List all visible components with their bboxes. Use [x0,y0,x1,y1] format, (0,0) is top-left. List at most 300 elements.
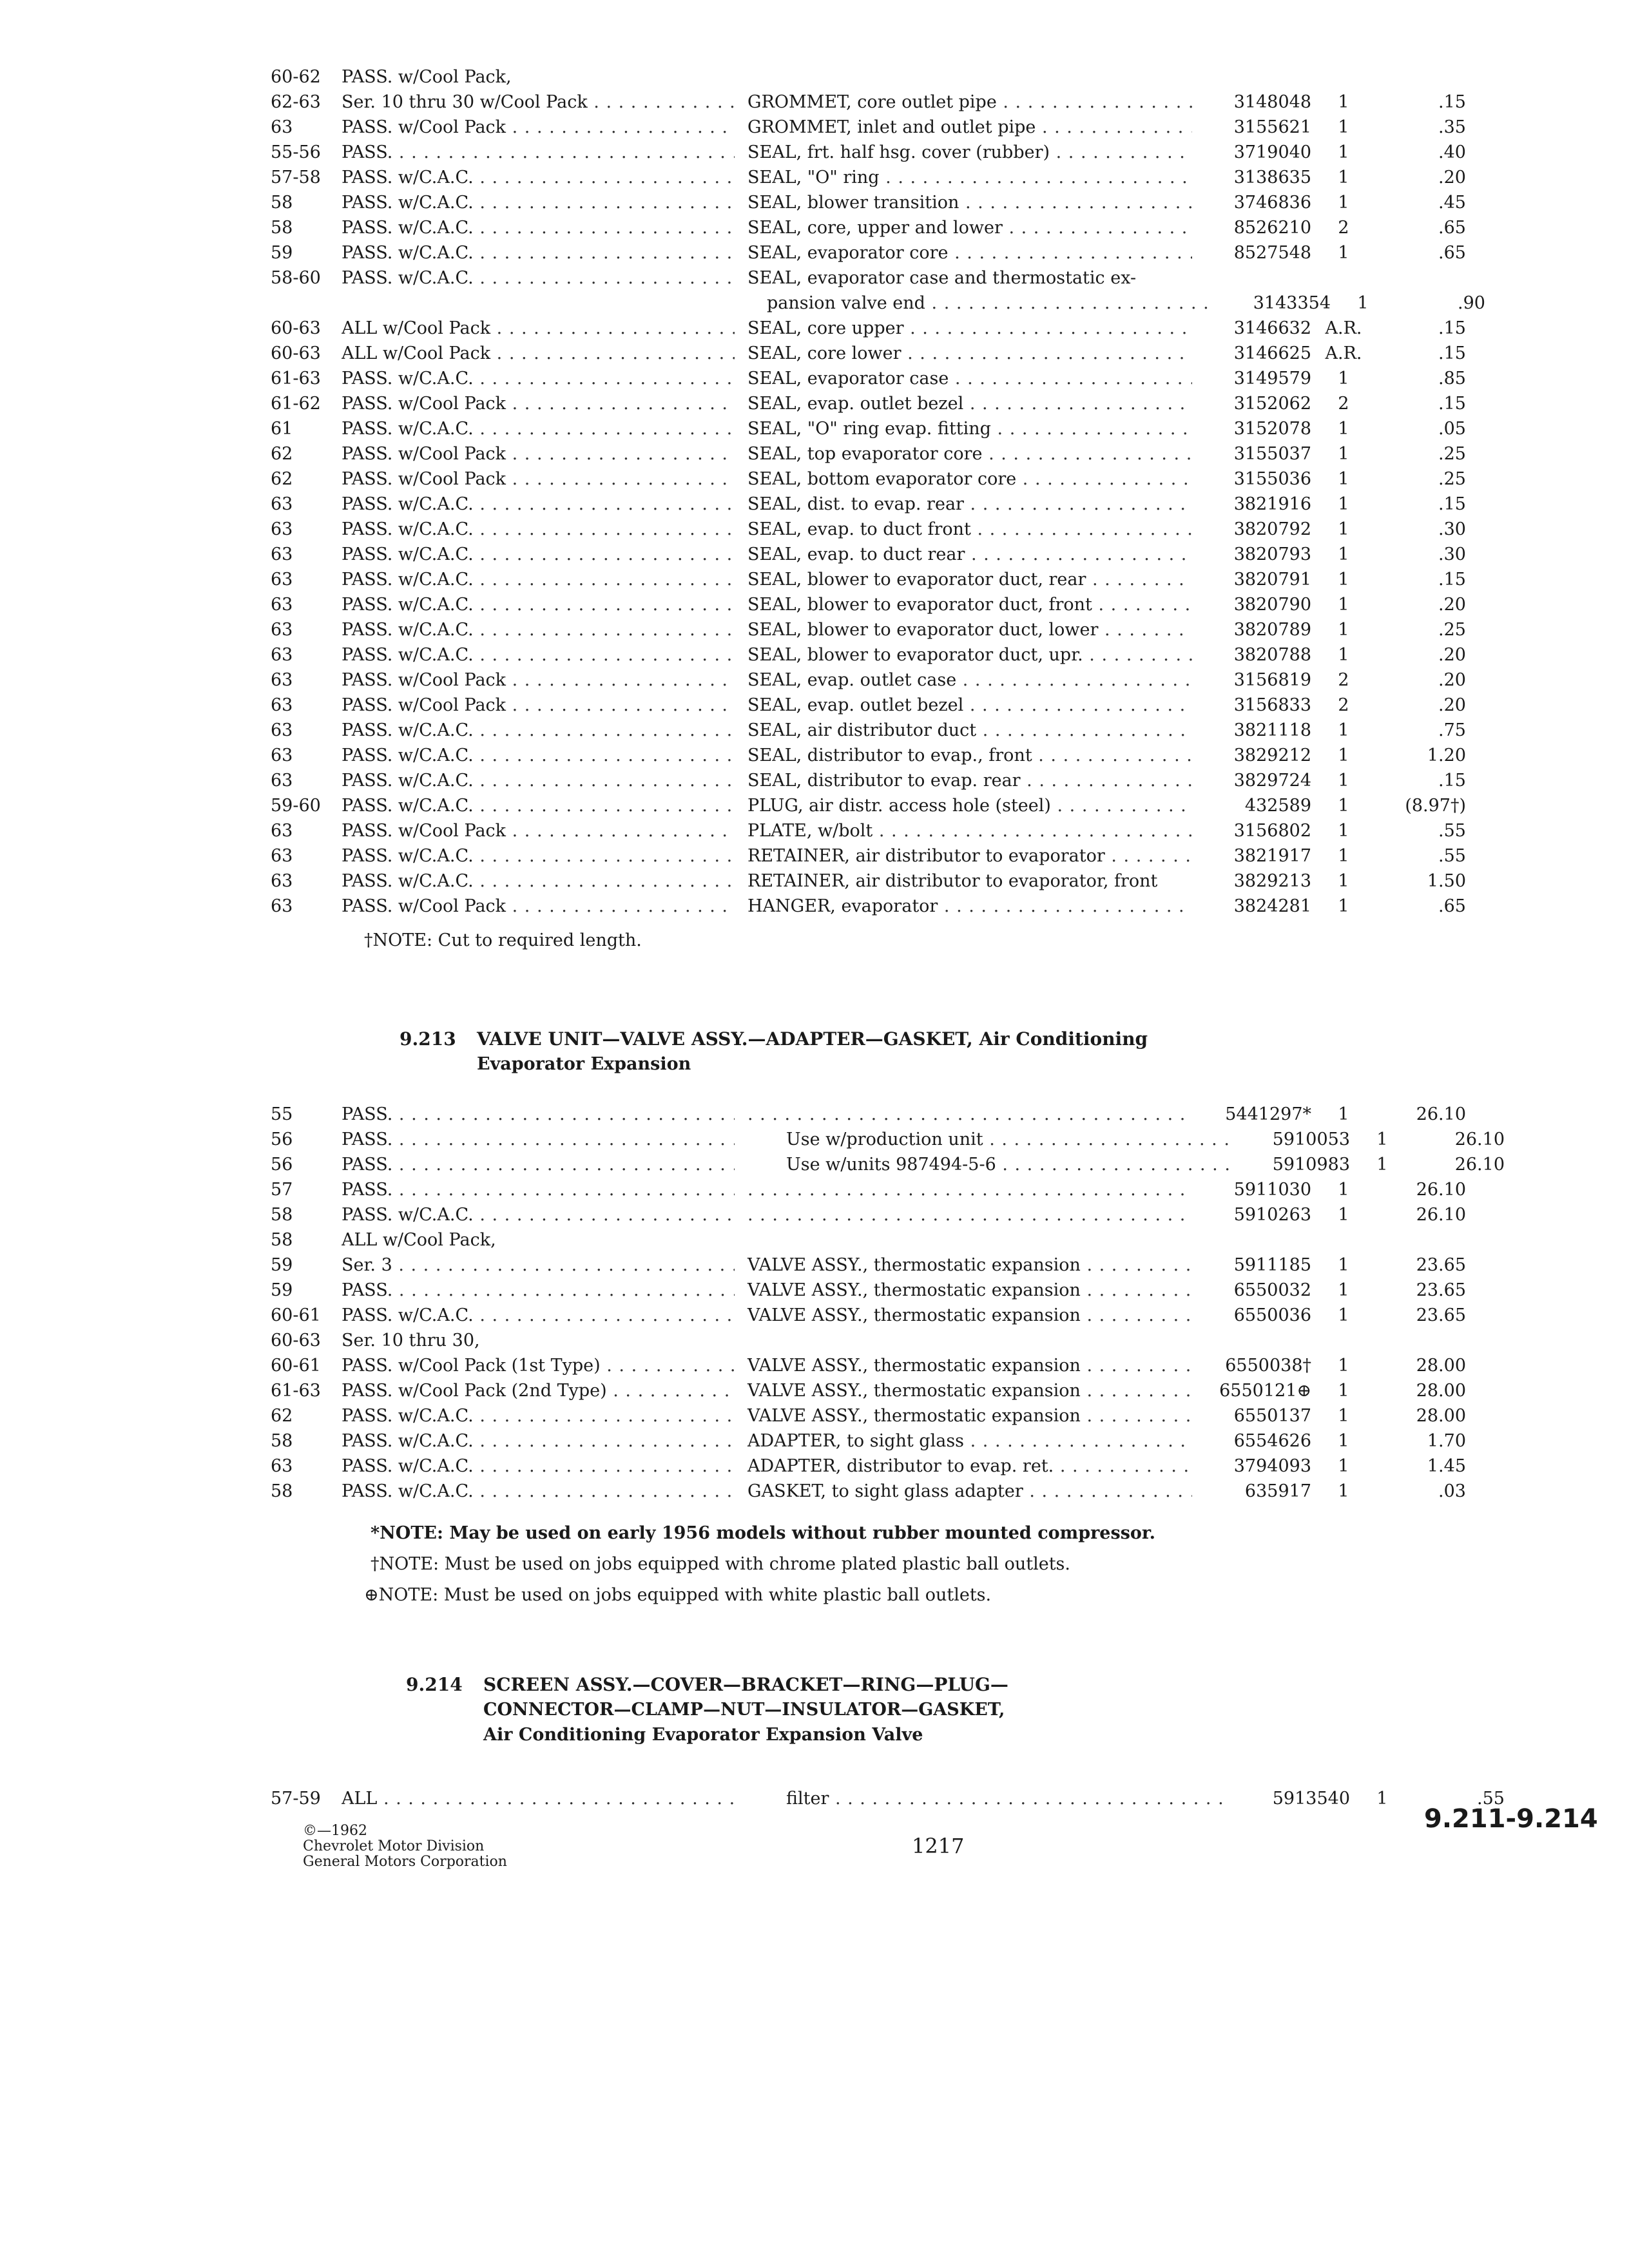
price: .75 [1438,720,1466,740]
quantity: 1 [1338,369,1349,389]
part-number: 3829724 [1233,771,1311,791]
price: 1.70 [1427,1431,1466,1451]
model-year: 59 [271,1280,293,1300]
part-number: 6550038† [1225,1356,1311,1376]
part-description: SEAL, blower to evaporator duct, lower . . . [735,617,1192,642]
quantity: 1 [1338,896,1349,916]
part-number: 8526210 [1233,218,1311,238]
price: 1.50 [1427,871,1466,891]
table-row [271,441,1534,466]
model-year: 60-61 [271,1305,321,1325]
model-year: 63 [271,620,293,640]
part-number: 3820792 [1233,519,1311,539]
part-number: 5913540 [1272,1789,1350,1809]
part-number: 5911185 [1233,1255,1311,1275]
cut-length-note: †NOTE: Cut to required length. [364,930,642,950]
part-description: VALVE ASSY., thermostatic expansion . . . [735,1253,1192,1278]
part-number: 3148048 [1233,92,1311,112]
table-row [271,1127,1534,1152]
section-number: 9.213 [400,1028,456,1050]
part-description: SEAL, evap. outlet case . . . [735,668,1192,693]
part-number: 5911030 [1233,1180,1311,1200]
application: PASS. w/Cool Pack . . . [342,818,735,843]
application: PASS. w/C.A.C. . . . [342,542,735,567]
table-row [271,542,1534,567]
section-title: SCREEN ASSY.—COVER—BRACKET—RING—PLUG— [483,1674,1008,1695]
quantity: 1 [1338,1104,1349,1124]
application: ALL . . . [342,1786,735,1811]
table-row [271,1428,1534,1454]
price: .55 [1438,846,1466,866]
model-year: 63 [271,846,293,866]
quantity: 1 [1376,1789,1388,1809]
copyright-year: ©—1962 [303,1823,367,1839]
part-number: 5910983 [1272,1155,1350,1175]
model-year: 57-59 [271,1789,321,1809]
application: PASS. w/C.A.C. . . . [342,416,735,441]
part-number: 3820793 [1233,544,1311,564]
price: .15 [1438,343,1466,363]
table-row [271,1403,1534,1428]
model-year: 58 [271,1431,293,1451]
table-row [271,1378,1534,1403]
part-description: SEAL, evap. outlet bezel . . . [735,693,1192,718]
model-year: 62 [271,1406,293,1426]
table-row [271,1303,1534,1328]
model-year: 63 [271,670,293,690]
part-description: PLATE, w/bolt . . . [735,818,1192,843]
part-number: 3821917 [1233,846,1311,866]
application: PASS. w/C.A.C. . . . [342,768,735,793]
publisher-division: Chevrolet Motor Division [303,1838,485,1854]
price: .90 [1458,293,1485,313]
application: PASS. w/Cool Pack (1st Type) . . . [342,1353,735,1378]
quantity: 1 [1338,494,1349,514]
price: .30 [1438,544,1466,564]
table-row [271,1786,1534,1811]
price: 26.10 [1416,1180,1466,1200]
table-row [271,517,1534,542]
model-year: 56 [271,1129,293,1149]
table-row [271,1278,1534,1303]
quantity: 2 [1338,695,1349,715]
part-number: 3156833 [1233,695,1311,715]
price: 23.65 [1416,1280,1466,1300]
table-row [271,1328,1534,1353]
part-description: SEAL, frt. half hsg. cover (rubber) . . . [735,140,1192,165]
model-year: 61 [271,419,293,439]
part-description [735,1202,1192,1227]
model-year: 58 [271,1230,293,1250]
application: PASS. w/C.A.C. . . . [342,240,735,265]
model-year: 58 [271,218,293,238]
table-row [271,492,1534,517]
application: PASS. w/C.A.C. . . . [342,190,735,215]
quantity: 1 [1338,193,1349,213]
application: PASS. . . . [342,140,735,165]
part-description: VALVE ASSY., thermostatic expansion . . . [735,1403,1192,1428]
quantity: 1 [1338,1381,1349,1401]
price: .03 [1438,1481,1466,1501]
application: PASS. w/Cool Pack . . . [342,668,735,693]
model-year: 63 [271,720,293,740]
application: PASS. w/Cool Pack . . . [342,441,735,466]
table-row [271,668,1534,693]
application: PASS. w/C.A.C. . . . [342,1303,735,1328]
quantity: 1 [1338,1481,1349,1501]
part-number: 5441297* [1225,1104,1311,1124]
part-number: 3820789 [1233,620,1311,640]
price: 26.10 [1454,1155,1505,1175]
part-description: SEAL, evap. to duct front . . . [735,517,1192,542]
price: .20 [1438,168,1466,187]
quantity: 2 [1338,394,1349,414]
part-number: 3138635 [1233,168,1311,187]
table-row [271,240,1534,265]
quantity: 1 [1338,142,1349,162]
application: PASS. w/C.A.C. . . . [342,1202,735,1227]
part-description: filter . . . [735,1786,1231,1811]
part-description [735,1177,1192,1202]
part-description: pansion valve end . . . [735,291,1211,316]
part-description: SEAL, blower to evaporator duct, upr. . . . [735,642,1192,668]
quantity: 1 [1338,1356,1349,1376]
application: Ser. 3 . . . [342,1253,735,1278]
table-row [271,466,1534,492]
part-description: VALVE ASSY., thermostatic expansion . . . [735,1353,1192,1378]
parts-table-continuation [271,64,1534,919]
application: PASS. w/C.A.C. . . . [342,1403,735,1428]
model-year: 63 [271,544,293,564]
part-description: GROMMET, core outlet pipe . . . [735,90,1192,115]
parts-table-9-214 [271,1786,1534,1811]
price: .55 [1438,821,1466,841]
price: 26.10 [1416,1104,1466,1124]
part-number: 6550137 [1233,1406,1311,1426]
model-year: 60-62 [271,67,321,87]
part-number: 3719040 [1233,142,1311,162]
quantity: 1 [1338,469,1349,489]
price: .25 [1438,620,1466,640]
part-description: HANGER, evaporator . . . [735,894,1192,919]
model-year: 63 [271,117,293,137]
price: 28.00 [1416,1356,1466,1376]
price: .15 [1438,394,1466,414]
part-description: SEAL, evaporator core . . . [735,240,1192,265]
part-number: 3152062 [1233,394,1311,414]
part-description: GROMMET, inlet and outlet pipe . . . [735,115,1192,140]
quantity: 1 [1338,796,1349,816]
quantity: 1 [1338,771,1349,791]
part-number: 8527548 [1233,243,1311,263]
price: .55 [1477,1789,1505,1809]
price: .40 [1438,142,1466,162]
table-row [271,592,1534,617]
quantity: 1 [1338,243,1349,263]
model-year: 61-63 [271,1381,321,1401]
application: PASS. w/C.A.C. . . . [342,718,735,743]
model-year: 57-58 [271,168,321,187]
table-row [271,567,1534,592]
application: PASS. w/C.A.C. . . . [342,1454,735,1479]
table-row [271,1227,1534,1253]
table-row [271,190,1534,215]
table-row [271,894,1534,919]
table-row [271,869,1534,894]
table-row [271,818,1534,843]
application: PASS. w/C.A.C. . . . [342,492,735,517]
table-row [271,366,1534,391]
section-number: 9.214 [406,1674,463,1695]
price: 23.65 [1416,1255,1466,1275]
price: .15 [1438,494,1466,514]
model-year: 63 [271,1456,293,1476]
model-year: 63 [271,871,293,891]
model-year: 63 [271,645,293,665]
part-description: VALVE ASSY., thermostatic expansion . . . [735,1303,1192,1328]
part-description: ADAPTER, to sight glass . . . [735,1428,1192,1454]
model-year: 58 [271,1481,293,1501]
application: PASS. . . . [342,1127,735,1152]
section-heading-9-213 [400,1027,1148,1077]
quantity: A.R. [1325,343,1362,363]
price: .05 [1438,419,1466,439]
part-description: SEAL, evap. outlet bezel . . . [735,391,1192,416]
model-year: 56 [271,1155,293,1175]
model-year: 55 [271,1104,293,1124]
application: PASS. w/Cool Pack . . . [342,894,735,919]
table-row [271,291,1534,316]
table-row [271,642,1534,668]
application: PASS. w/Cool Pack (2nd Type) . . . [342,1378,735,1403]
part-number: 3155037 [1233,444,1311,464]
model-year: 58-60 [271,268,321,288]
application: PASS. w/C.A.C. . . . [342,215,735,240]
model-year: 63 [271,896,293,916]
part-number: 3820790 [1233,595,1311,615]
model-year: 59-60 [271,796,321,816]
quantity: 1 [1338,570,1349,590]
model-year: 61-62 [271,394,321,414]
application: PASS. w/C.A.C. . . . [342,517,735,542]
model-year: 58 [271,193,293,213]
price: .65 [1438,896,1466,916]
price: .65 [1438,218,1466,238]
part-number: 3824281 [1233,896,1311,916]
quantity: 1 [1338,92,1349,112]
part-description: SEAL, core upper . . . [735,316,1192,341]
quantity: 1 [1338,117,1349,137]
part-number: 3149579 [1233,369,1311,389]
model-year: 63 [271,745,293,765]
price: .15 [1438,570,1466,590]
application: PASS. w/C.A.C. . . . [342,843,735,869]
price: .35 [1438,117,1466,137]
section-subtitle: Air Conditioning Evaporator Expansion Valve [483,1725,923,1745]
model-year: 60-63 [271,343,321,363]
application: PASS. w/C.A.C. . . . [342,617,735,642]
table-row [271,64,1534,90]
model-year: 59 [271,1255,293,1275]
price: 23.65 [1416,1305,1466,1325]
part-description [735,1102,1192,1127]
table-row [271,115,1534,140]
model-year: 62 [271,469,293,489]
part-description: SEAL, core, upper and lower . . . [735,215,1192,240]
part-description: GASKET, to sight glass adapter . . . [735,1479,1192,1504]
quantity: 1 [1338,1305,1349,1325]
publisher-corporation: General Motors Corporation [303,1854,507,1870]
price: .25 [1438,444,1466,464]
part-number: 3156802 [1233,821,1311,841]
section-heading-9-214 [406,1673,1008,1747]
model-year: 62-63 [271,92,321,112]
table-row [271,265,1534,291]
quantity: 1 [1338,444,1349,464]
part-number: 3143354 [1253,293,1331,313]
model-year: 63 [271,595,293,615]
price: .20 [1438,645,1466,665]
application: PASS. w/C.A.C. . . . [342,366,735,391]
application: PASS. w/Cool Pack . . . [342,115,735,140]
price: 26.10 [1454,1129,1505,1149]
application: PASS. w/Cool Pack . . . [342,466,735,492]
application: PASS. w/C.A.C. . . . [342,567,735,592]
table-row [271,843,1534,869]
table-row [271,693,1534,718]
model-year: 63 [271,695,293,715]
quantity: 2 [1338,670,1349,690]
price: .15 [1438,771,1466,791]
part-description: PLUG, air distr. access hole (steel) . . . [735,793,1192,818]
quantity: 1 [1338,821,1349,841]
quantity: 1 [1376,1129,1388,1149]
table-row [271,215,1534,240]
application: ALL w/Cool Pack . . . [342,316,735,341]
part-number: 3156819 [1233,670,1311,690]
price: .25 [1438,469,1466,489]
price: (8.97†) [1405,796,1466,816]
application: PASS. w/Cool Pack, [342,67,512,87]
part-number: 635917 [1244,1481,1311,1501]
table-row [271,341,1534,366]
part-description: SEAL, evaporator case and thermostatic ex- [747,268,1137,288]
section-subtitle: Evaporator Expansion [477,1054,691,1074]
quantity: 1 [1338,519,1349,539]
model-year: 60-63 [271,1331,321,1350]
price: .20 [1438,670,1466,690]
price: .85 [1438,369,1466,389]
part-number: 5910053 [1272,1129,1350,1149]
section-title: VALVE UNIT—VALVE ASSY.—ADAPTER—GASKET, Air Conditioning [477,1028,1148,1050]
part-description: SEAL, core lower . . . [735,341,1192,366]
application: PASS. . . . [342,1152,735,1177]
part-number: 3821916 [1233,494,1311,514]
page-number: 1217 [912,1834,965,1858]
application: PASS. w/Cool Pack . . . [342,693,735,718]
quantity: 1 [1376,1155,1388,1175]
model-year: 61-63 [271,369,321,389]
part-number: 6550036 [1233,1305,1311,1325]
application: PASS. . . . [342,1177,735,1202]
part-description: SEAL, air distributor duct . . . [735,718,1192,743]
price: 26.10 [1416,1205,1466,1225]
part-description: Use w/production unit . . . [735,1127,1231,1152]
price: .65 [1438,243,1466,263]
quantity: A.R. [1325,318,1362,338]
part-description: SEAL, "O" ring . . . [735,165,1192,190]
table-row [271,1353,1534,1378]
part-description: ADAPTER, distributor to evap. ret. . . . [735,1454,1192,1479]
note-asterisk: *NOTE: May be used on early 1956 models without rubber mounted compressor. [371,1523,1156,1543]
model-year: 59 [271,243,293,263]
table-row [271,416,1534,441]
part-number: 3146632 [1233,318,1311,338]
application: PASS. w/C.A.C. . . . [342,1479,735,1504]
price: .20 [1438,595,1466,615]
price: .45 [1438,193,1466,213]
quantity: 1 [1338,1406,1349,1426]
table-row [271,1102,1534,1127]
part-number: 5910263 [1233,1205,1311,1225]
table-row [271,1479,1534,1504]
part-description: SEAL, distributor to evap., front . . . [735,743,1192,768]
model-year: 55-56 [271,142,321,162]
part-number: 3155036 [1233,469,1311,489]
quantity: 1 [1338,1431,1349,1451]
application: ALL w/Cool Pack . . . [342,341,735,366]
application: PASS. w/C.A.C. . . . [342,793,735,818]
application: Ser. 10 thru 30 w/Cool Pack . . . [342,90,735,115]
table-row [271,316,1534,341]
price: 28.00 [1416,1381,1466,1401]
model-year: 62 [271,444,293,464]
part-description: RETAINER, air distributor to evaporator, front [747,871,1158,891]
table-row [271,1202,1534,1227]
table-row [271,391,1534,416]
part-description: Use w/units 987494-5-6 . . . [735,1152,1231,1177]
quantity: 1 [1357,293,1369,313]
quantity: 1 [1338,1180,1349,1200]
application: Ser. 10 thru 30, [342,1331,480,1350]
part-number: 3155621 [1233,117,1311,137]
table-row [271,718,1534,743]
quantity: 1 [1338,168,1349,187]
application: PASS. w/C.A.C. . . . [342,869,735,894]
part-description: SEAL, blower transition . . . [735,190,1192,215]
section-range: 9.211-9.214 [1424,1804,1598,1834]
application: PASS. . . . [342,1102,735,1127]
part-description: SEAL, "O" ring evap. fitting . . . [735,416,1192,441]
part-number: 3820791 [1233,570,1311,590]
application: PASS. w/C.A.C. . . . [342,743,735,768]
parts-table-9-213 [271,1102,1534,1504]
application: PASS. w/C.A.C. . . . [342,165,735,190]
application: PASS. w/Cool Pack . . . [342,391,735,416]
model-year: 60-61 [271,1356,321,1376]
model-year: 60-63 [271,318,321,338]
note-circle-plus: ⊕NOTE: Must be used on jobs equipped with white plastic ball outlets. [364,1585,992,1605]
note-dagger: †NOTE: Must be used on jobs equipped with chrome plated plastic ball outlets. [371,1554,1070,1574]
part-number: 432589 [1244,796,1311,816]
quantity: 1 [1338,1255,1349,1275]
table-row [271,90,1534,115]
part-description: SEAL, bottom evaporator core . . . [735,466,1192,492]
quantity: 1 [1338,871,1349,891]
part-number: 3794093 [1233,1456,1311,1476]
price: .30 [1438,519,1466,539]
application: PASS. w/C.A.C. . . . [342,642,735,668]
